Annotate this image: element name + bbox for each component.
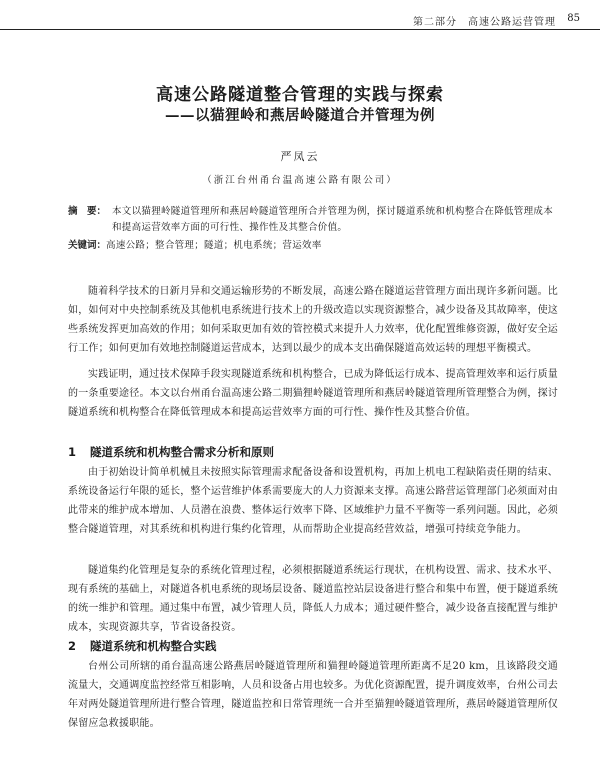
keywords — [68, 238, 558, 254]
section-1-paragraph-2: 隧道集约化管理是复杂的系统化管理过程，必须根据隧道系统运行现状，在机构设置、需求、技术水平、现有系统的基础上，对隧道各机电系统的现场层设备、隧道监控站层设备进行整合和集中布置，便于隧道系统的统一维护和管理。通过集中布置，减少管理人员，降低人力成本；通过硬件整合，减少设备直接配置与维护成本，实现资源共享，节省设备投资。 — [68, 565, 558, 633]
section-2-title: 隧道系统和机构整合实践 — [90, 639, 217, 653]
running-head — [0, 12, 600, 30]
abstract-text: 本文以猫狸岭隧道管理所和燕居岭隧道管理所合并管理为例，探讨隧道系统和机构整合在降低管理成本和提高运营效率方面的可行性、操作性及其整合价值。 — [112, 206, 554, 233]
abstract — [68, 204, 558, 236]
abstract-label: 摘 要： — [68, 206, 107, 217]
page-number: 85 — [567, 13, 580, 24]
article-subtitle: ——以猫狸岭和燕居岭隧道合并管理为例 — [165, 107, 435, 124]
section-2-number: 2 — [68, 639, 77, 653]
section-1-title: 隧道系统和机构整合需求分析和原则 — [90, 445, 274, 459]
section-2-paragraph-1: 台州公司所辖的甬台温高速公路燕居岭隧道管理所和猫狸岭隧道管理所距离不足20 km，且该路段交通流量大，交通调度监控经常互相影响，人员和设备占用也较多。为优化资源配置，提升调度效率，台州公司去年对两处隧道管理所进行整合管理，隧道监控和日常管理统一合并至猫狸岭隧道管理所，燕居岭隧道管理所仅保留应急救援职能。 — [68, 661, 558, 729]
intro-paragraph-2: 实践证明，通过技术保障手段实现隧道系统和机构整合，已成为降低运行成本、提高管理效率和运行质量的一条重要途径。本文以台州甬台温高速公路二期猫狸岭隧道管理所和燕居岭隧道管理所管理整合为例，探讨隧道系统和机构整合在降低管理成本和提高运营效率方面的可行性、操作性及其整合价值。 — [68, 369, 558, 418]
section-1-number: 1 — [68, 445, 77, 459]
section-1-paragraph-1: 由于初始设计简单机械且未按照实际管理需求配备设备和设置机构，再加上机电工程缺陷责任期的结束、系统设备运行年限的延长，整个运营维护体系需要庞大的人力资源来支撑。高速公路营运管理部门必须面对由此带来的维护成本增加、人员潜在浪费、整体运行效率下降、区域维护力量不平衡等一系列问题。因此，必须整合隧道管理，对其系统和机构进行集约化管理，从而帮助企业提高经营效益，增强可持续竞争能力。 — [68, 467, 558, 535]
section-1-heading — [68, 444, 274, 460]
section-2-heading — [68, 638, 217, 654]
author-affiliation: （浙江台州甬台温高速公路有限公司） — [202, 175, 398, 186]
keywords-label: 关键词： — [68, 240, 107, 251]
author-name: 严凤云 — [280, 150, 320, 163]
keywords-text: 高速公路；整合管理；隧道；机电系统；营运效率 — [106, 240, 322, 251]
article-title: 高速公路隧道整合管理的实践与探索 — [156, 85, 444, 105]
intro-paragraph-1: 随着科学技术的日新月异和交通运输形势的不断发展，高速公路在隧道运营管理方面出现许多新问题。比如，如何对中央控制系统及其他机电系统进行技术上的升级改造以实现资源整合，减少设备及其故障率，使这些系统发挥更加高效的作用；如何采取更加有效的管控模式来提升人力效率，优化配置维修资源，做好安全运行工作；如何更加有效地控制隧道运营成本，达到以最少的成本支出确保隧道高效运转的理想平衡模式。 — [68, 286, 558, 354]
running-head-section: 第二部分 高速公路运营管理 — [413, 17, 556, 28]
